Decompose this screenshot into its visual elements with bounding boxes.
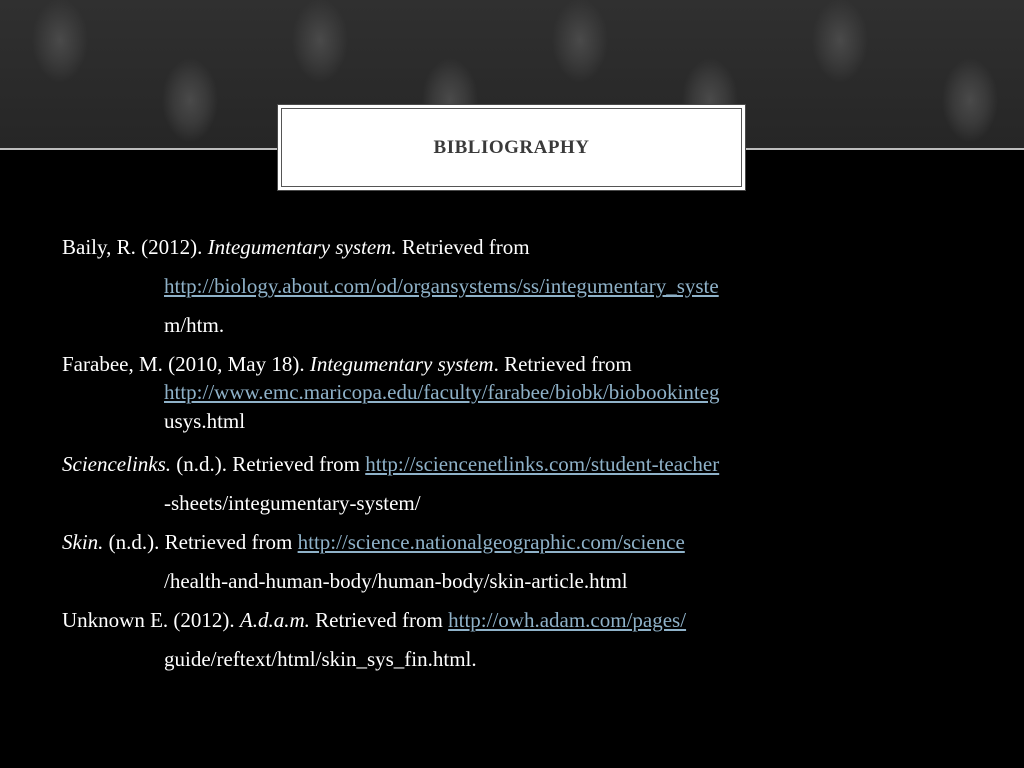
- entry-author: Farabee, M. (2010, May 18).: [62, 352, 310, 376]
- entry-author: Baily, R. (2012).: [62, 235, 208, 259]
- entry-retrieved: Retrieved from: [396, 235, 530, 259]
- bib-entry-skin-url-cont: [62, 562, 992, 601]
- entry-link[interactable]: http://sciencenetlinks.com/student-teacher: [365, 452, 720, 476]
- entry-url-continuation: /health-and-human-body/human-body/skin-article.html: [164, 569, 628, 593]
- entry-link[interactable]: http://owh.adam.com/pages/: [448, 608, 687, 632]
- entry-author: Unknown E. (2012).: [62, 608, 240, 632]
- bib-entry-skin: [62, 523, 992, 562]
- entry-title: Integumentary system.: [207, 235, 397, 259]
- entry-title: Skin.: [62, 530, 104, 554]
- entry-url-continuation: m/htm.: [164, 313, 225, 337]
- entry-title: Integumentary system: [309, 352, 494, 376]
- entry-retrieved: (n.d.). Retrieved from: [171, 452, 366, 476]
- bib-entry-sciencelinks-url-cont: [62, 484, 992, 523]
- title-box: [277, 104, 746, 191]
- bib-entry-farabee-url-cont: [62, 407, 992, 445]
- bib-entry-adam-url-cont: [62, 640, 992, 679]
- bib-entry-baily-url-cont: [62, 306, 992, 345]
- bib-entry-baily-url: [62, 267, 992, 306]
- bibliography-list: [62, 228, 992, 679]
- entry-link[interactable]: http://biology.about.com/od/organsystems/ss/integumentary_syste: [164, 274, 719, 298]
- entry-retrieved: (n.d.). Retrieved from: [103, 530, 298, 554]
- entry-link[interactable]: http://science.nationalgeographic.com/science: [297, 530, 685, 554]
- bib-entry-farabee-url: [62, 378, 992, 407]
- entry-title: A.d.a.m.: [239, 608, 310, 632]
- entry-retrieved: . Retrieved from: [493, 352, 632, 376]
- entry-retrieved: Retrieved from: [309, 608, 449, 632]
- entry-url-continuation: -sheets/integumentary-system/: [164, 491, 421, 515]
- bib-entry-farabee: [62, 345, 992, 378]
- slide-title: BIBLIOGRAPHY: [433, 136, 590, 158]
- entry-url-continuation: usys.html: [164, 409, 246, 433]
- bib-entry-adam: [62, 601, 992, 640]
- entry-link[interactable]: http://www.emc.maricopa.edu/faculty/farabee/biobk/biobookinteg: [164, 380, 720, 404]
- bib-entry-baily: [62, 228, 992, 267]
- entry-url-continuation: guide/reftext/html/skin_sys_fin.html.: [164, 647, 477, 671]
- bib-entry-sciencelinks: [62, 445, 992, 484]
- entry-title: Sciencelinks.: [62, 452, 172, 476]
